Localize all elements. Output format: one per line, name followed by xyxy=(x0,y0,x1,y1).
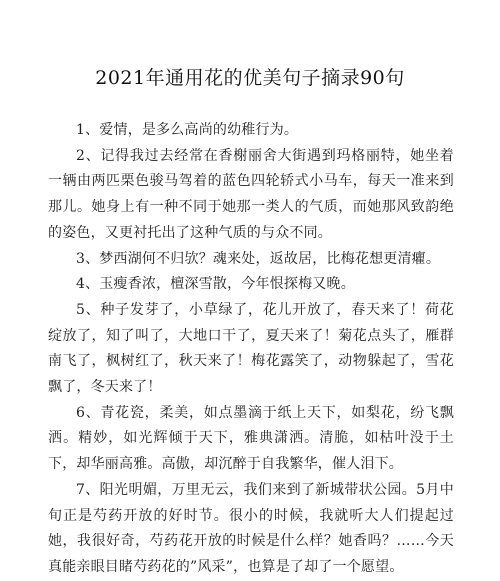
document-title: 2021年通用花的优美句子摘录90句 xyxy=(95,67,405,89)
document-body xyxy=(48,118,454,581)
paragraph-6: 6、青花瓷，柔美，如点墨滴于纸上天下，如梨花，纷飞飘洒。精妙，如光辉倾于天下，雅典潇洒。清脆，如枯叶没于土下，却华丽高雅。高傲，却沉醉于自我繁华，催人泪下。 xyxy=(48,404,454,473)
paragraph-5: 5、种子发芽了，小草绿了，花儿开放了，春天来了！荷花绽放了，知了叫了，大地口干了，夏天来了！菊花点头了，雁群南飞了，枫树红了，秋天来了！梅花露笑了，动物躲起了，雪花飘了，冬天来了！ xyxy=(48,301,454,396)
paragraph-1: 1、爱情，是多么高尚的幼稚行为。 xyxy=(76,122,299,138)
paragraph-2: 2、记得我过去经常在香榭丽舍大街遇到玛格丽特，她坐着一辆由两匹栗色骏马驾着的蓝色四轮轿式小马车，每天一准来到那儿。她身上有一种不同于她那一类人的气质，而她那风致韵绝的姿色，又更衬托出了这种气质的与众不同。 xyxy=(48,147,454,241)
paragraph-3: 3、梦西湖何不归欤？魂来处，返故居，比梅花想更清癯。 xyxy=(76,250,441,267)
paragraph-4: 4、玉瘦香浓，檀深雪散，今年恨探梅又晚。 xyxy=(76,276,355,293)
paragraph-7: 7、阳光明媚，万里无云，我们来到了新城带状公园。5月中旬正是芍药开放的好时节。很小的时候，我就听大人们提起过她，我很好奇，芍药花开放的时候是什么样？她香吗？……今天真能亲眼目睹芍药花的”风采”，也算是了却了一个愿望。 xyxy=(48,481,454,575)
